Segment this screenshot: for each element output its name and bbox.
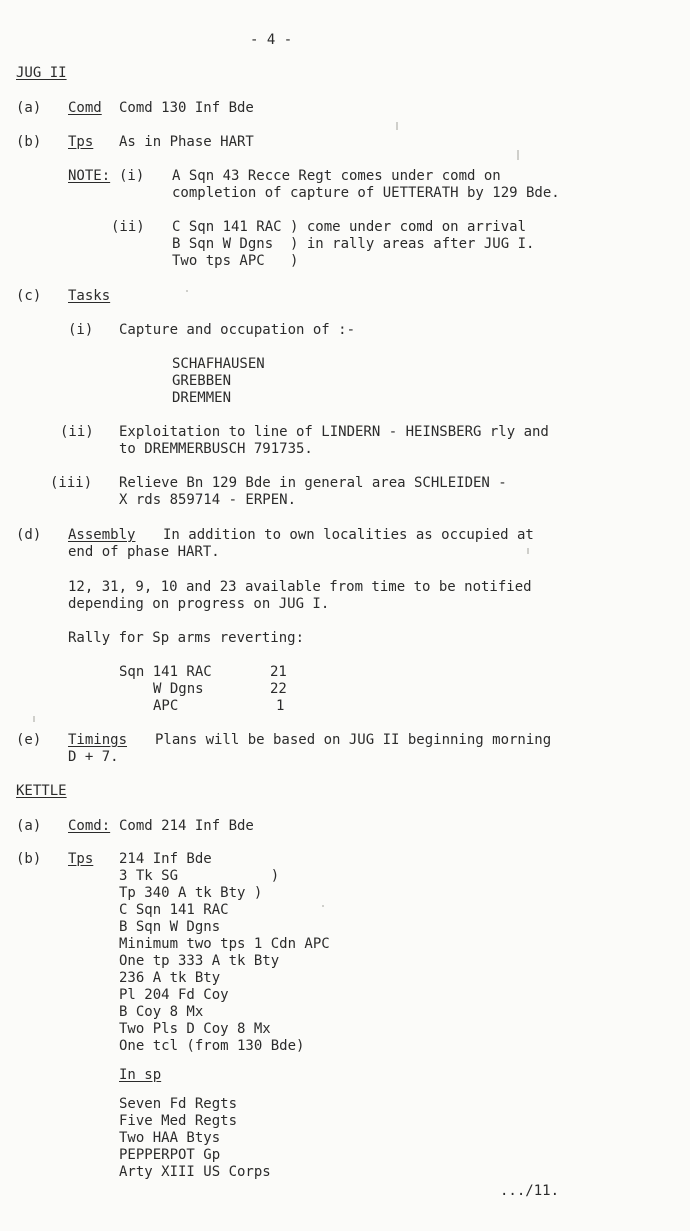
scan-speck bbox=[527, 548, 529, 554]
note-key: NOTE: bbox=[68, 168, 111, 184]
item-d-key: Assembly bbox=[68, 527, 136, 543]
troop-line: 236 A tk Bty bbox=[119, 970, 221, 986]
kettle-a-key: Comd: bbox=[68, 818, 111, 834]
task-i-label: (i) bbox=[68, 322, 94, 338]
scan-speck bbox=[33, 716, 35, 722]
in-sp-line: Arty XIII US Corps bbox=[119, 1164, 271, 1180]
page-number: - 4 - bbox=[250, 32, 293, 48]
note-i-line1: A Sqn 43 Recce Regt comes under comd on bbox=[172, 168, 501, 184]
note-i-label: (i) bbox=[119, 168, 145, 184]
rally-unit: APC bbox=[153, 698, 179, 714]
in-sp-line: Seven Fd Regts bbox=[119, 1096, 238, 1112]
scan-speck bbox=[322, 905, 324, 907]
item-e-label: (e) bbox=[16, 732, 42, 748]
item-b-label: (b) bbox=[16, 134, 42, 150]
item-c-key: Tasks bbox=[68, 288, 111, 304]
task-iii-line2: X rds 859714 - ERPEN. bbox=[119, 492, 297, 508]
rally-unit: Sqn 141 RAC bbox=[119, 664, 212, 680]
rally-unit: W Dgns bbox=[153, 681, 204, 697]
troop-line: 214 Inf Bde bbox=[119, 851, 212, 867]
troop-line: Minimum two tps 1 Cdn APC bbox=[119, 936, 330, 952]
item-a-value: Comd 130 Inf Bde bbox=[119, 100, 254, 116]
kettle-a-label: (a) bbox=[16, 818, 42, 834]
task-iii-label: (iii) bbox=[50, 475, 93, 491]
item-b-value: As in Phase HART bbox=[119, 134, 254, 150]
item-a-key: Comd bbox=[68, 100, 102, 116]
note-ii-line1: C Sqn 141 RAC ) come under comd on arrival bbox=[172, 219, 527, 235]
rally-area: 1 bbox=[276, 698, 285, 714]
item-e-key: Timings bbox=[68, 732, 128, 748]
item-b-key: Tps bbox=[68, 134, 94, 150]
kettle-b-label: (b) bbox=[16, 851, 42, 867]
task-ii-line2: to DREMMERBUSCH 791735. bbox=[119, 441, 313, 457]
item-e-line2: D + 7. bbox=[68, 749, 119, 765]
rally-heading: Rally for Sp arms reverting: bbox=[68, 630, 305, 646]
item-e-line1: Plans will be based on JUG II beginning morning bbox=[155, 732, 552, 748]
place-name: DREMMEN bbox=[172, 390, 232, 406]
item-d-line1: In addition to own localities as occupied at bbox=[163, 527, 534, 543]
in-sp-line: Two HAA Btys bbox=[119, 1130, 221, 1146]
troop-line: B Coy 8 Mx bbox=[119, 1004, 204, 1020]
kettle-a-value: Comd 214 Inf Bde bbox=[119, 818, 254, 834]
rally-area: 21 bbox=[270, 664, 287, 680]
rally-area: 22 bbox=[270, 681, 287, 697]
task-i-text: Capture and occupation of :- bbox=[119, 322, 356, 338]
troop-line: 3 Tk SG ) bbox=[119, 868, 280, 884]
item-d-line2: end of phase HART. bbox=[68, 544, 220, 560]
task-ii-label: (ii) bbox=[60, 424, 94, 440]
scan-speck bbox=[186, 290, 188, 292]
section-heading-jug-ii: JUG II bbox=[16, 65, 67, 81]
item-a-label: (a) bbox=[16, 100, 42, 116]
troop-line: B Sqn W Dgns bbox=[119, 919, 221, 935]
in-sp-line: PEPPERPOT Gp bbox=[119, 1147, 221, 1163]
in-sp-heading: In sp bbox=[119, 1067, 162, 1083]
scan-speck bbox=[517, 150, 519, 160]
troop-line: C Sqn 141 RAC bbox=[119, 902, 229, 918]
item-d-label: (d) bbox=[16, 527, 42, 543]
place-name: SCHAFHAUSEN bbox=[172, 356, 265, 372]
place-name: GREBBEN bbox=[172, 373, 232, 389]
troop-line: Pl 204 Fd Coy bbox=[119, 987, 229, 1003]
note-ii-label: (ii) bbox=[111, 219, 145, 235]
scan-speck bbox=[396, 122, 398, 130]
task-ii-line1: Exploitation to line of LINDERN - HEINSBERG rly and bbox=[119, 424, 549, 440]
troop-line: Two Pls D Coy 8 Mx bbox=[119, 1021, 271, 1037]
troop-line: Tp 340 A tk Bty ) bbox=[119, 885, 263, 901]
item-c-label: (c) bbox=[16, 288, 42, 304]
task-iii-line1: Relieve Bn 129 Bde in general area SCHLEIDEN - bbox=[119, 475, 507, 491]
section-heading-kettle: KETTLE bbox=[16, 783, 67, 799]
troop-line: One tcl (from 130 Bde) bbox=[119, 1038, 305, 1054]
troop-line: One tp 333 A tk Bty bbox=[119, 953, 280, 969]
in-sp-line: Five Med Regts bbox=[119, 1113, 238, 1129]
kettle-b-key: Tps bbox=[68, 851, 94, 867]
note-i-line2: completion of capture of UETTERATH by 129 Bde. bbox=[172, 185, 560, 201]
item-d-para2-line2: depending on progress on JUG I. bbox=[68, 596, 330, 612]
note-ii-line2: B Sqn W Dgns ) in rally areas after JUG I. bbox=[172, 236, 535, 252]
note-ii-line3: Two tps APC ) bbox=[172, 253, 299, 269]
continuation-marker: .../11. bbox=[500, 1183, 560, 1199]
item-d-para2-line1: 12, 31, 9, 10 and 23 available from time to be notified bbox=[68, 579, 532, 595]
